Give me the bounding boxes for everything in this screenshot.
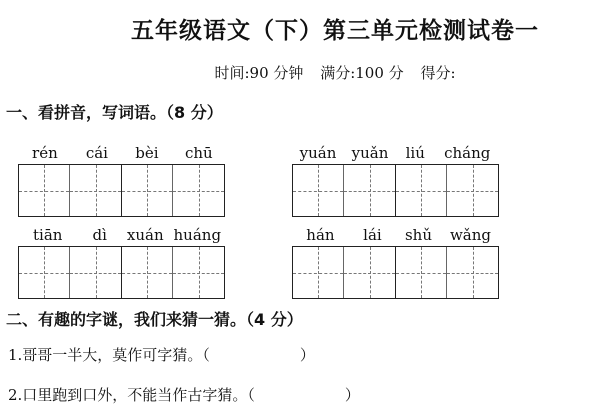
word-box: [396, 165, 498, 216]
writing-cell[interactable]: [396, 165, 447, 216]
score-label: 满分:100 分: [320, 64, 404, 82]
pinyin-syllable: cái: [85, 144, 108, 162]
writing-cell[interactable]: [344, 165, 395, 216]
section-1-heading: 一、看拼音，写词语。（8 分）: [6, 103, 223, 122]
pinyin-row-4: [292, 226, 500, 244]
writing-cell[interactable]: [19, 165, 70, 216]
riddle-question-1: [8, 344, 315, 365]
word-box: [293, 247, 396, 298]
word-box: [19, 165, 122, 216]
pinyin-syllable: hán: [306, 226, 335, 244]
writing-cell[interactable]: [70, 247, 121, 298]
pinyin-word: [122, 144, 226, 162]
riddle-question-2: [8, 384, 360, 405]
close-paren: ）: [344, 386, 360, 404]
pinyin-row-3: [18, 226, 226, 244]
pinyin-word: [122, 226, 226, 244]
pinyin-syllable: chū: [185, 144, 213, 162]
writing-cell[interactable]: [396, 247, 447, 298]
question-text: 2.口里跑到口外，不能当作古字猜。（: [8, 386, 255, 404]
pinyin-syllable: dì: [92, 226, 107, 244]
time-label: 时间:90 分钟: [214, 64, 304, 82]
pinyin-word: [18, 144, 122, 162]
writing-cell[interactable]: [173, 165, 224, 216]
writing-cell[interactable]: [70, 165, 121, 216]
page-title: 五年级语文（下）第三单元检测试卷一: [131, 17, 539, 44]
pinyin-word: [396, 144, 500, 162]
word-box: [122, 247, 224, 298]
writing-grid-1: [18, 164, 225, 217]
pinyin-syllable: rén: [32, 144, 58, 162]
pinyin-word: [292, 144, 396, 162]
pinyin-syllable: tiān: [33, 226, 63, 244]
pinyin-row-1: [18, 144, 226, 162]
question-text: 1.哥哥一半大，莫作可字猜。（: [8, 346, 210, 364]
pinyin-word: [396, 226, 500, 244]
pinyin-syllable: wǎng: [449, 226, 491, 244]
pinyin-syllable: xuán: [126, 226, 164, 244]
writing-grid-2: [292, 164, 499, 217]
pinyin-syllable: yuán: [299, 144, 337, 162]
pinyin-syllable: lái: [363, 226, 382, 244]
close-paren: ）: [299, 346, 315, 364]
pinyin-syllable: shǔ: [404, 226, 432, 244]
writing-cell[interactable]: [173, 247, 224, 298]
word-box: [396, 247, 498, 298]
pinyin-syllable: yuǎn: [351, 144, 389, 162]
pinyin-word: [292, 226, 396, 244]
exam-info: [0, 62, 600, 83]
pinyin-syllable: bèi: [135, 144, 159, 162]
pinyin-word: [18, 226, 122, 244]
writing-cell[interactable]: [293, 247, 344, 298]
pinyin-syllable: liú: [405, 144, 425, 162]
writing-grid-3: [18, 246, 225, 299]
pinyin-syllable: cháng: [444, 144, 491, 162]
word-box: [122, 165, 224, 216]
pinyin-row-2: [292, 144, 500, 162]
writing-grid-4: [292, 246, 499, 299]
pinyin-syllable: huáng: [173, 226, 222, 244]
writing-cell[interactable]: [447, 247, 498, 298]
writing-cell[interactable]: [19, 247, 70, 298]
section-2-heading: 二、有趣的字谜，我们来猜一猜。（4 分）: [6, 310, 303, 329]
writing-cell[interactable]: [122, 165, 173, 216]
writing-cell[interactable]: [293, 165, 344, 216]
writing-cell[interactable]: [122, 247, 173, 298]
word-box: [293, 165, 396, 216]
writing-cell[interactable]: [447, 165, 498, 216]
earned-score-label: 得分:: [420, 64, 456, 82]
writing-cell[interactable]: [344, 247, 395, 298]
word-box: [19, 247, 122, 298]
